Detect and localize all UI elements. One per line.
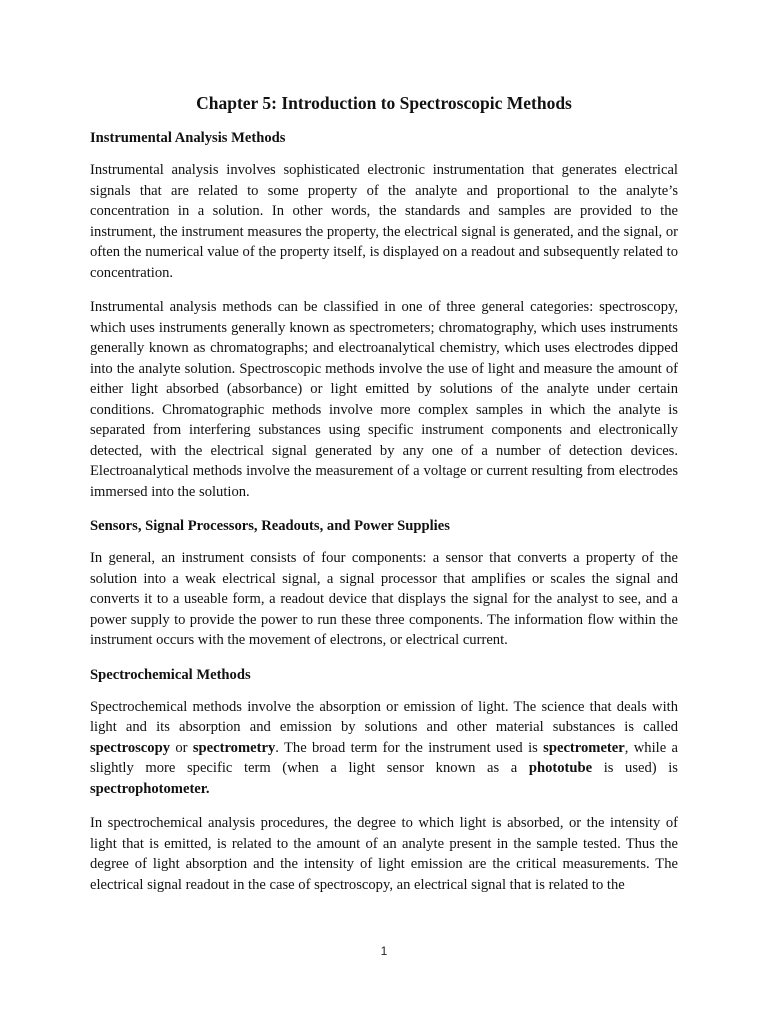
text-run: is used) is [592,760,678,776]
term-spectrometer: spectrometer [543,739,625,756]
paragraph-instrumental-1: Instrumental analysis involves sophisticated electronic instrumentation that generates electrical signals that are related to some property of the analyte and proportional to the analyte’s concentration in a solution. In other words, the standards and samples are provided to the instrument, the instrument measures the property, the electrical signal is generated, and the signal, or often the numerical value of the property itself, is displayed on a readout and subsequently related to concentration. [90,162,678,281]
chapter-title: Chapter 5: Introduction to Spectroscopic Methods [196,93,572,113]
heading-instrumental-analysis: Instrumental Analysis Methods [90,130,286,146]
text-run: . The broad term for the instrument used is [275,739,544,756]
text-run: Spectrochemical methods involve the absorption or emission of light. The science that deals with light and its absorption and emission by solutions and other material substances is called [90,698,678,735]
page-number: 1 [380,944,388,958]
term-phototube: phototube [528,760,593,776]
term-spectrophotometer: spectrophotometer. [90,780,210,797]
text-run: or [170,739,193,756]
text-run: , while a slightly more specific term (when a light sensor known as a [90,739,678,776]
paragraph-sensors: In general, an instrument consists of four components: a sensor that converts a property of the solution into a weak electrical signal, a signal processor that amplifies or scales the signal and converts it to a useable form, a readout device that displays the signal for the analyst to see, and a power supply to provide the power to run these three components. The information flow within the instrument occurs with the movement of electrons, or electrical current. [90,550,678,648]
paragraph-spectrochemical-1 [90,697,678,800]
paragraph-instrumental-2: Instrumental analysis methods can be classified in one of three general categories: spectroscopy, which uses instruments generally known as spectrometers; chromatography, which uses instruments generally known as chromatographs; and electroanalytical chemistry, which uses electrodes dipped into the analyte solution. Spectroscopic methods involve the use of light and measure the amount of either light absorbed (absorbance) or light emitted by solutions of the analyte under certain conditions. Chromatographic methods involve more complex samples in which the analyte is separated from interfering substances using specific instrument components and electronically detected, with the electrical signal generated by any one of a number of detection devices. Electroanalytical methods involve the measurement of a voltage or current resulting from electrodes immersed into the solution. [90,299,678,500]
heading-spectrochemical: Spectrochemical Methods [90,666,251,683]
heading-sensors: Sensors, Signal Processors, Readouts, and Power Supplies [90,518,450,534]
paragraph-spectrochemical-2: In spectrochemical analysis procedures, the degree to which light is absorbed, or the intensity of light that is emitted, is related to the amount of an analyte present in the sample tested. Thus the degree of light absorption and the intensity of light emission are the critical measurements. The electrical signal readout in the case of spectroscopy, an electrical signal that is related to the [90,815,678,893]
term-spectroscopy: spectroscopy [90,739,170,756]
term-spectrometry: spectrometry [192,739,276,756]
page-content [90,92,678,909]
